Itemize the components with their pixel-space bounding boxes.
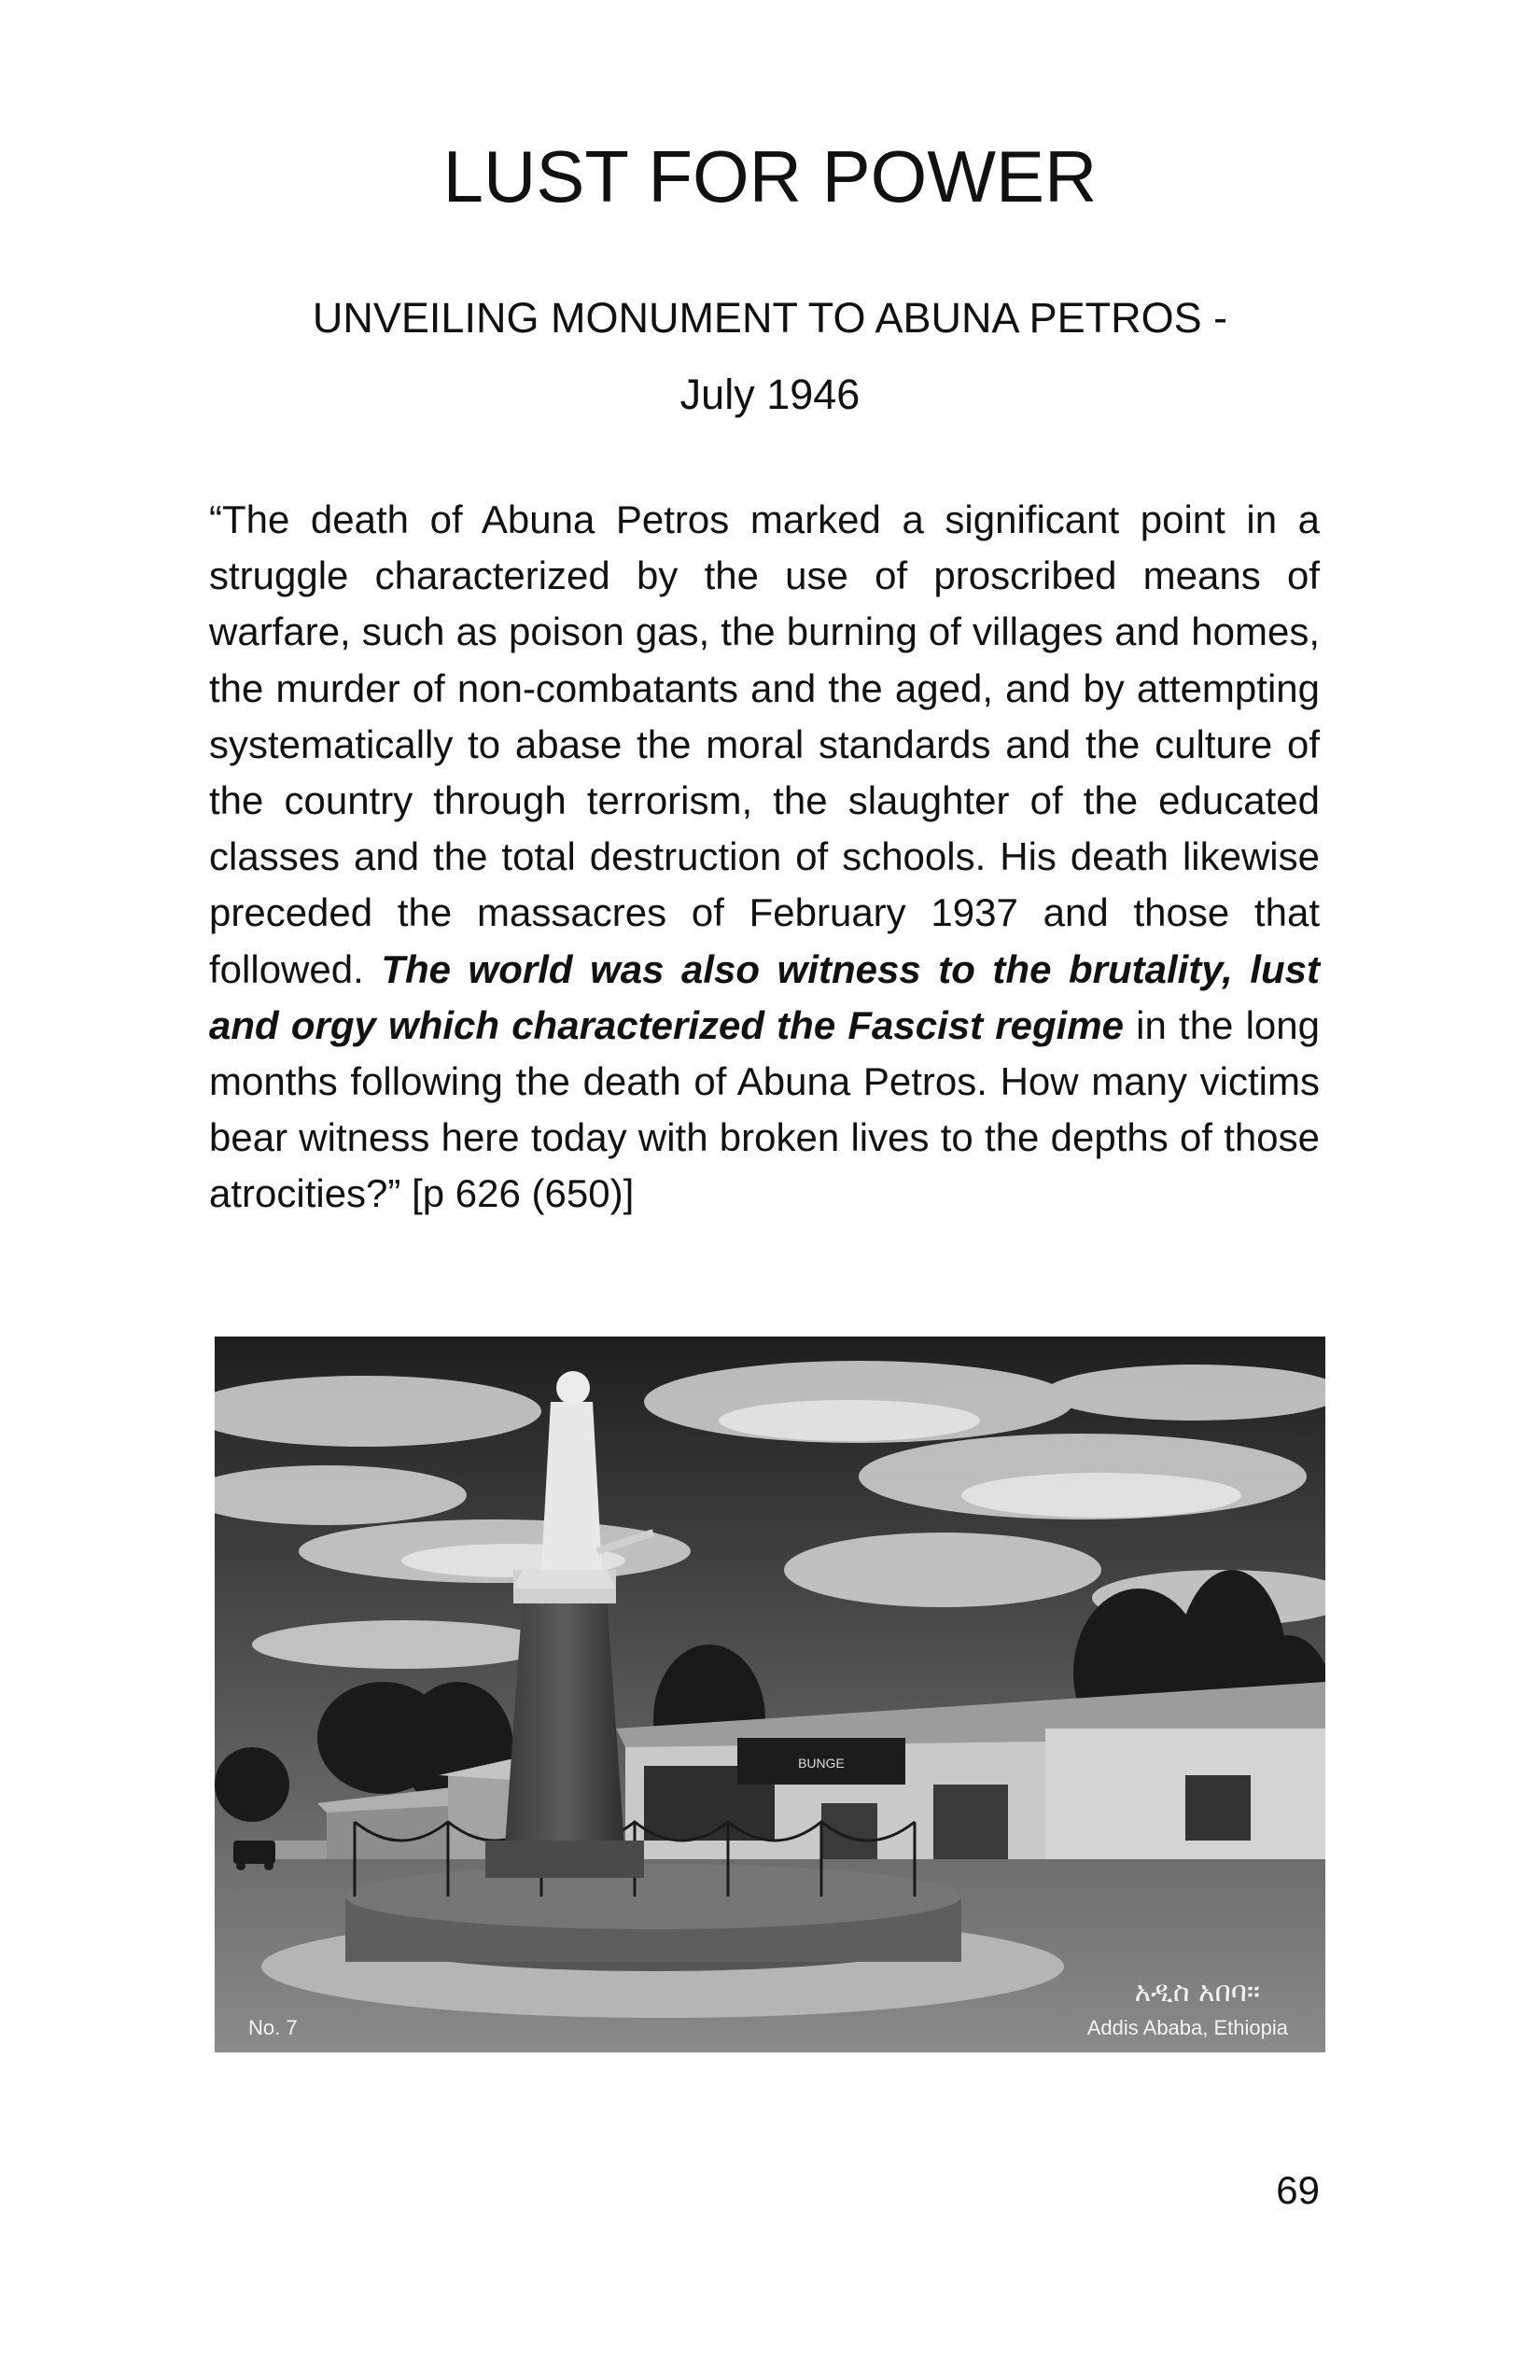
quote-paragraph	[209, 492, 1320, 1223]
subtitle-date: July 1946	[679, 371, 861, 418]
quote-emphasis: The world was also witness to the brutality, lust and orgy which characterized the Fascist regime	[209, 946, 1320, 1047]
quote-text-part2: in the long months following the death of Abuna Petros. How many victims bear witness here today with broken lives to the depths of those atrocities?” [p 626 (650)]	[209, 1002, 1320, 1216]
photo-number-label: No. 7	[248, 2016, 298, 2039]
photo-amharic-label: አዲስ አበባ።	[1134, 1976, 1260, 2009]
monument-photo-illustration	[215, 1337, 1325, 2052]
page-title: LUST FOR POWER	[442, 135, 1098, 217]
monument-photograph	[215, 1337, 1325, 2052]
photo-location-label: Addis Ababa, Ethiopia	[1086, 2016, 1288, 2039]
pedestal	[504, 1598, 625, 1859]
page-number: 69	[1276, 2168, 1320, 2212]
quote-text-part1: “The death of Abuna Petros marked a significant point in a struggle characterized by the use of proscribed means of warfare, such as poison gas, the burning of villages and homes, the murder of non-combatants and the aged, and by attempting systematically to abase the moral standards and the culture of the country through terrorism, the slaughter of the educated classes and the total destruction of schools. His death likewise preceded the massacres of February 1937 and those that followed.	[209, 497, 1320, 991]
shop-sign: BUNGE	[798, 1756, 845, 1771]
subtitle: UNVEILING MONUMENT TO ABUNA PETROS -	[312, 294, 1228, 342]
